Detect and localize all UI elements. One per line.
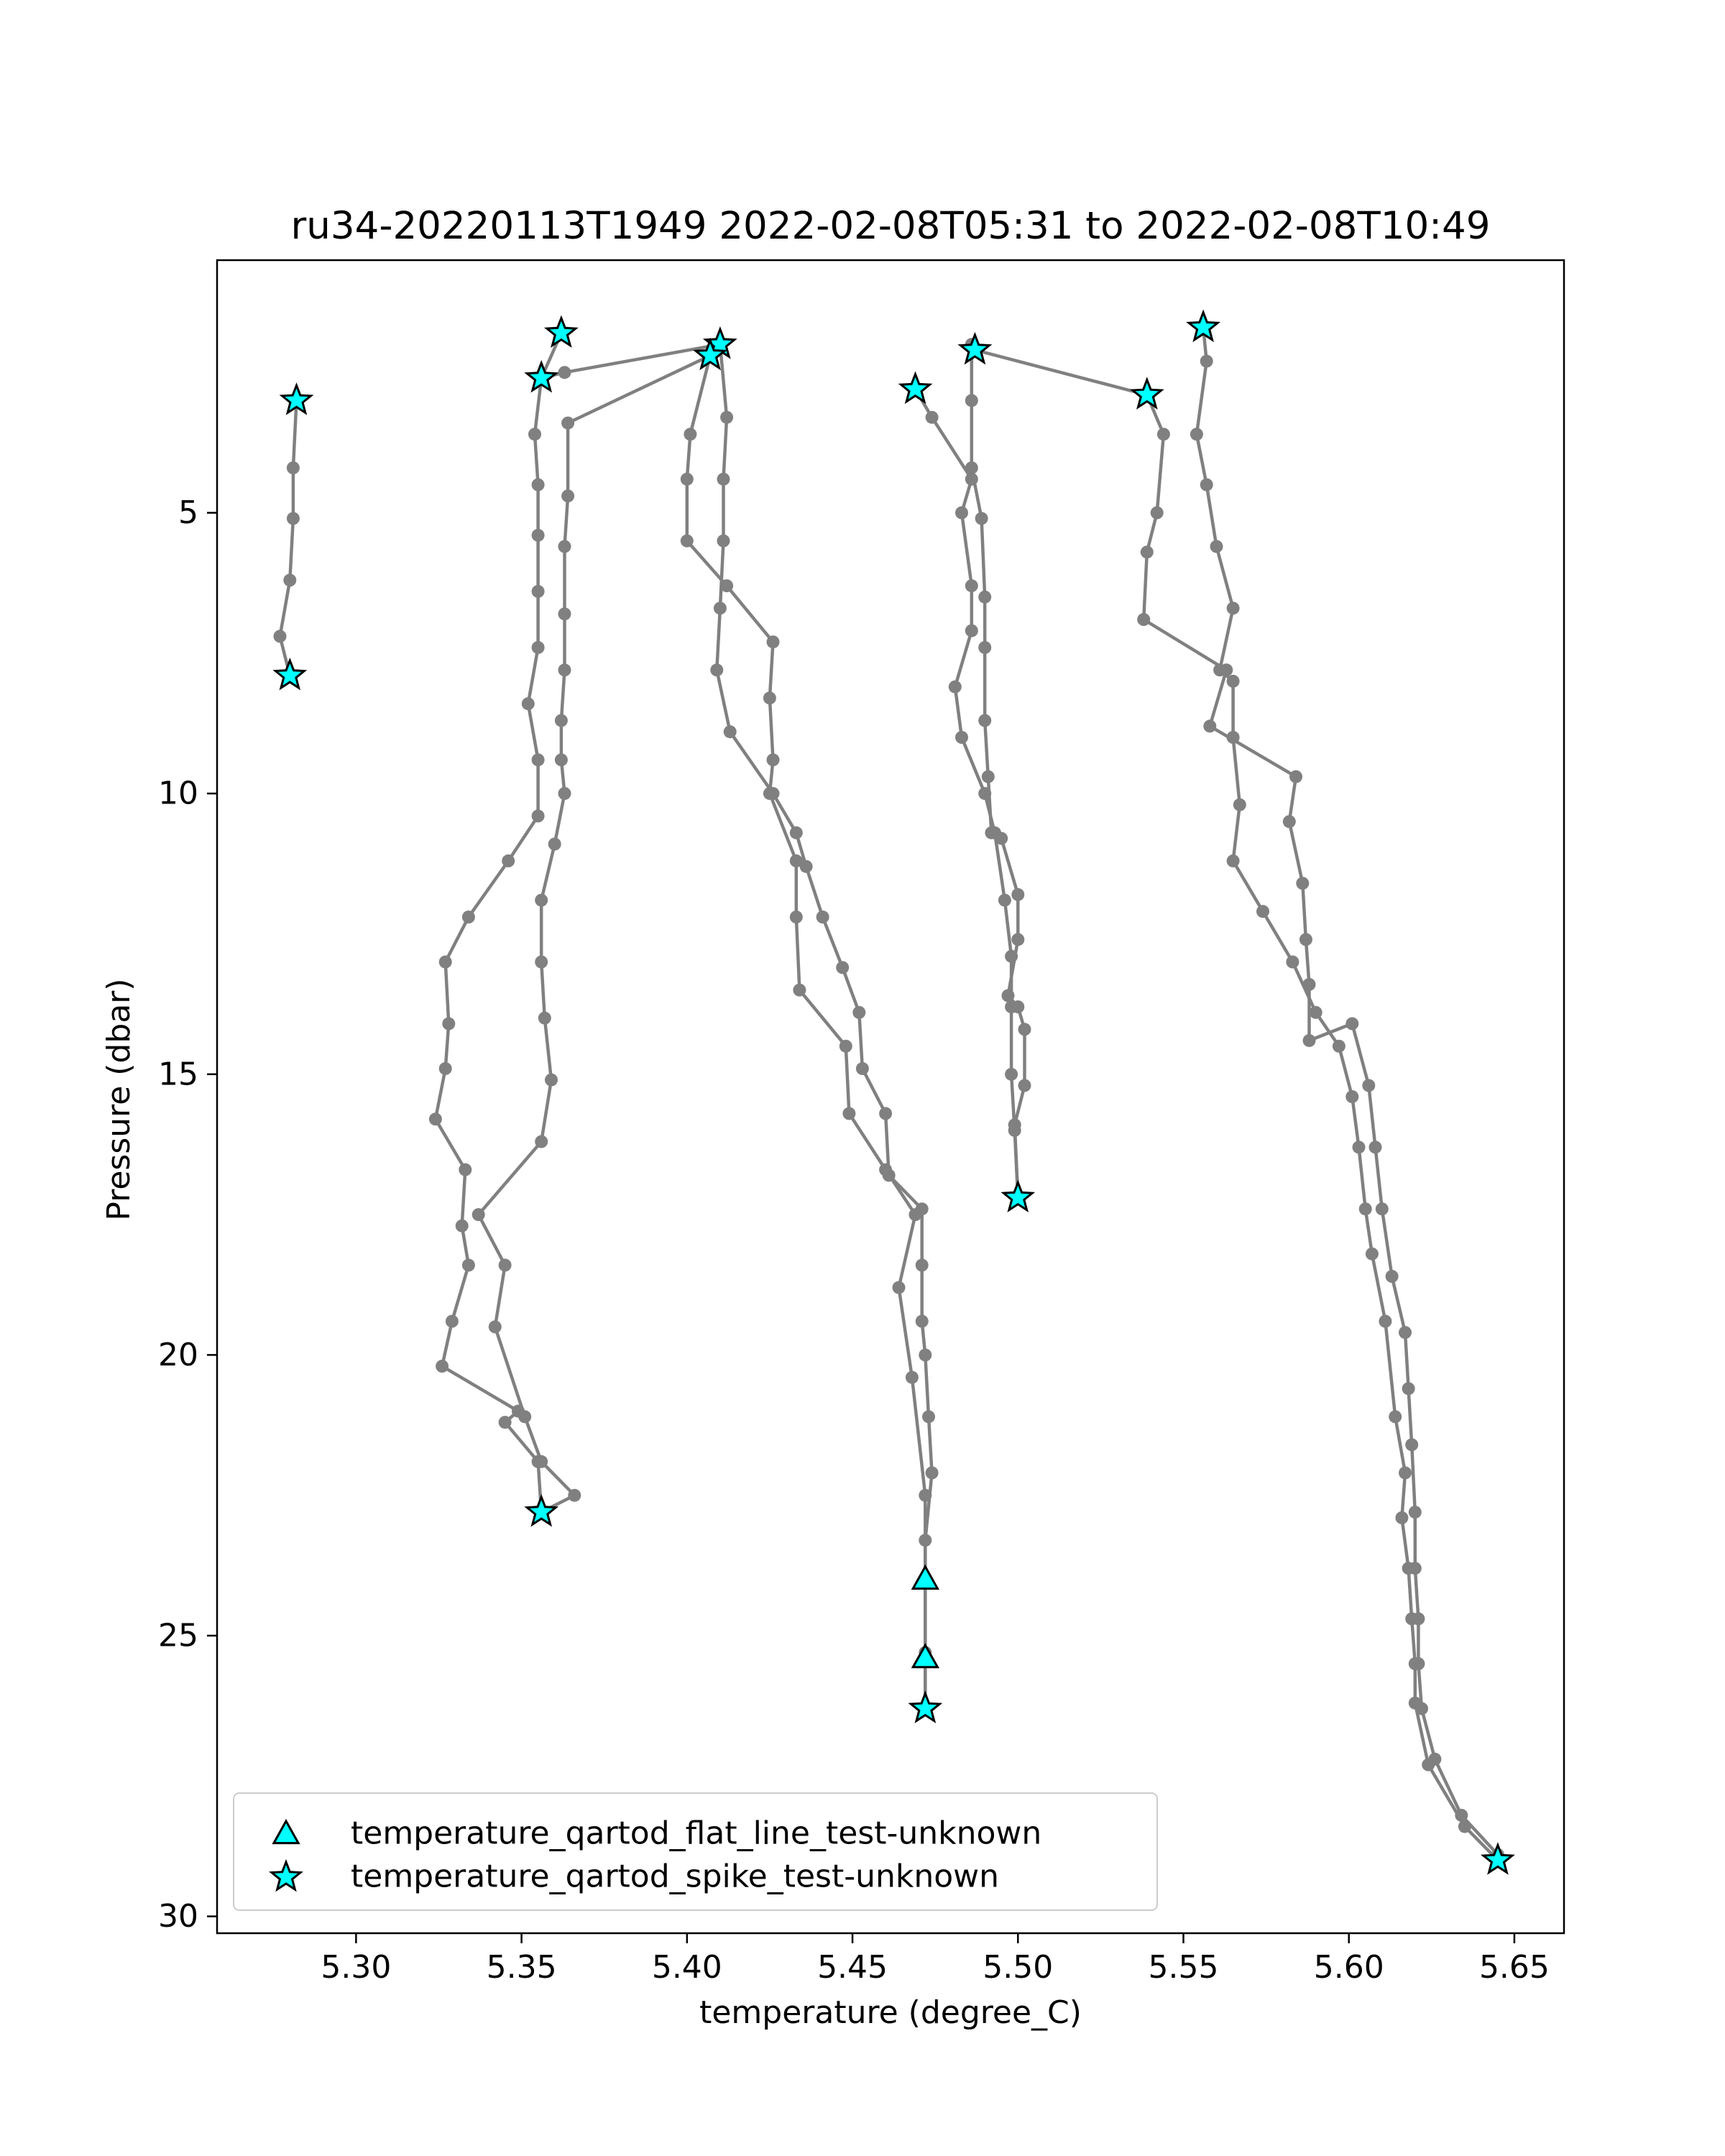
profile-point xyxy=(1362,1079,1375,1092)
profile-point xyxy=(965,625,978,637)
x-tick-label: 5.65 xyxy=(1478,1949,1550,1986)
profile-point xyxy=(436,1360,448,1373)
profile-point xyxy=(1005,1068,1018,1081)
profile-point xyxy=(287,512,300,525)
y-tick-label: 25 xyxy=(158,1617,198,1654)
profile-point xyxy=(1289,770,1302,783)
profile-point xyxy=(883,1169,896,1181)
profile-point xyxy=(1157,428,1170,441)
profile-point xyxy=(558,366,571,379)
profile-point xyxy=(717,473,730,486)
profile-point xyxy=(1399,1466,1412,1479)
profile-point xyxy=(1310,1006,1322,1019)
profile-point xyxy=(790,826,803,839)
profile-point xyxy=(518,1410,531,1423)
profile-point xyxy=(1008,1118,1021,1131)
profile-point xyxy=(538,1012,551,1025)
profile-point xyxy=(714,602,727,614)
profile-point xyxy=(995,832,1008,845)
profile-point xyxy=(535,956,548,969)
profile-point xyxy=(978,591,991,604)
profile-point xyxy=(558,787,571,800)
profile-point xyxy=(842,1107,855,1120)
profile-point xyxy=(555,714,568,727)
profile-point xyxy=(545,1074,558,1087)
x-tick-label: 5.50 xyxy=(983,1949,1054,1986)
profile-point xyxy=(561,417,574,430)
profile-point xyxy=(439,956,452,969)
profile-point xyxy=(283,573,296,586)
profile-point xyxy=(1389,1410,1402,1423)
profile-point xyxy=(919,1534,932,1547)
x-tick-label: 5.30 xyxy=(321,1949,392,1986)
profile-point xyxy=(1359,1202,1372,1215)
profile-point xyxy=(684,428,696,441)
profile-point xyxy=(1286,956,1299,969)
chart-title: ru34-20220113T1949 2022-02-08T05:31 to 2022-02-08T10:49 xyxy=(290,204,1491,248)
x-axis-label: temperature (degree_C) xyxy=(699,1994,1082,2031)
profile-point xyxy=(978,714,991,727)
profile-point xyxy=(535,1135,548,1148)
profile-point xyxy=(1283,815,1296,828)
profile-point xyxy=(916,1315,929,1328)
y-tick-label: 20 xyxy=(158,1336,198,1373)
profile-point xyxy=(1409,1657,1422,1670)
profile-point xyxy=(681,473,694,486)
profile-point xyxy=(489,1320,502,1333)
profile-point xyxy=(1409,1506,1422,1519)
profile-point xyxy=(1386,1270,1399,1283)
profile-point xyxy=(548,838,561,851)
profile-point xyxy=(459,1164,472,1176)
profile-point xyxy=(998,894,1011,907)
profile-point xyxy=(919,1348,932,1361)
profile-point xyxy=(1346,1090,1358,1103)
profile-point xyxy=(926,1466,939,1479)
profile-point xyxy=(1227,675,1240,688)
profile-point xyxy=(852,1006,865,1019)
profile-point xyxy=(429,1112,442,1125)
y-tick-label: 30 xyxy=(158,1898,198,1935)
legend xyxy=(234,1793,1157,1910)
profile-point xyxy=(522,697,535,710)
profile-point xyxy=(879,1107,892,1120)
profile-point xyxy=(1409,1697,1422,1710)
profile-point xyxy=(1376,1202,1389,1215)
profile-point xyxy=(893,1281,906,1294)
profile-point xyxy=(1002,989,1015,1002)
profile-point xyxy=(1405,1438,1418,1451)
profile-point xyxy=(1011,888,1024,901)
profile-point xyxy=(274,630,287,642)
profile-point xyxy=(287,461,300,474)
profile-point xyxy=(916,1202,929,1215)
profile-point xyxy=(1366,1248,1379,1261)
profile-point xyxy=(561,489,574,502)
profile-point xyxy=(499,1416,512,1429)
profile-point xyxy=(532,809,545,822)
x-tick-label: 5.40 xyxy=(651,1949,722,1986)
profile-point xyxy=(499,1258,512,1271)
profile-point xyxy=(965,579,978,592)
profile-point xyxy=(1458,1820,1471,1833)
profile-point xyxy=(1210,540,1223,553)
profile-point xyxy=(1300,933,1312,946)
profile-point xyxy=(528,428,541,441)
profile-point xyxy=(535,1455,548,1468)
profile-point xyxy=(816,911,829,923)
profile-point xyxy=(1203,719,1216,732)
profile-point xyxy=(1151,507,1164,520)
profile-point xyxy=(502,854,515,867)
profile-point xyxy=(793,984,806,997)
profile-point xyxy=(906,1371,919,1384)
profile-point xyxy=(532,529,545,542)
x-tick-label: 5.60 xyxy=(1313,1949,1384,1986)
x-tick-label: 5.45 xyxy=(817,1949,888,1986)
y-axis-label: Pressure (dbar) xyxy=(101,978,137,1221)
y-tick-label: 10 xyxy=(158,775,198,812)
profile-point xyxy=(724,725,737,738)
profile-point xyxy=(1200,355,1213,368)
profile-point xyxy=(763,691,776,704)
profile-point xyxy=(1346,1017,1358,1030)
profile-point xyxy=(1200,479,1213,492)
profile-point xyxy=(535,894,548,907)
profile-point xyxy=(1422,1759,1435,1772)
profile-point xyxy=(836,961,849,974)
y-tick-label: 15 xyxy=(158,1056,198,1093)
profile-point xyxy=(982,770,995,783)
profile-point xyxy=(955,507,968,520)
profile-point xyxy=(955,731,968,744)
profile-point xyxy=(568,1489,581,1502)
profile-point xyxy=(1353,1141,1366,1153)
profile-point xyxy=(767,753,780,766)
profile-point xyxy=(1369,1141,1382,1153)
profile-point xyxy=(767,635,780,648)
profile-point xyxy=(1137,613,1150,626)
profile-point xyxy=(446,1315,459,1328)
profile-point xyxy=(767,787,780,800)
profile-point xyxy=(949,681,962,694)
profile-point xyxy=(1333,1040,1346,1053)
profile-point xyxy=(1303,1034,1316,1047)
profile-point xyxy=(1227,602,1240,614)
profile-point xyxy=(922,1410,935,1423)
profile-point xyxy=(978,641,991,654)
profile-point xyxy=(532,753,545,766)
profile-point xyxy=(926,411,939,424)
profile-point xyxy=(558,540,571,553)
profile-point xyxy=(1213,663,1226,676)
profile-point xyxy=(442,1017,455,1030)
profile-point xyxy=(1227,854,1240,867)
profile-point xyxy=(532,641,545,654)
x-tick-label: 5.35 xyxy=(486,1949,557,1986)
profile-point xyxy=(1399,1326,1412,1339)
profile-point xyxy=(462,1258,475,1271)
profile-point xyxy=(856,1062,869,1075)
profile-point xyxy=(1296,877,1309,890)
profile-point xyxy=(975,512,988,525)
profile-point xyxy=(558,607,571,620)
profile-point xyxy=(1233,798,1246,811)
profile-point xyxy=(1402,1382,1415,1395)
profile-point xyxy=(532,585,545,598)
profile-point xyxy=(840,1040,852,1053)
profile-point xyxy=(916,1258,929,1271)
profile-point xyxy=(1402,1562,1415,1575)
profile-point xyxy=(1379,1315,1392,1328)
profile-point xyxy=(532,479,545,492)
profile-point xyxy=(710,663,723,676)
profile-point xyxy=(472,1208,485,1221)
x-tick-label: 5.55 xyxy=(1148,1949,1219,1986)
profile-point xyxy=(1018,1023,1031,1036)
profile-point xyxy=(681,535,694,548)
profile-point xyxy=(1190,428,1203,441)
profile-point xyxy=(558,663,571,676)
profile-point xyxy=(1227,731,1240,744)
profile-point xyxy=(800,860,813,873)
profile-point xyxy=(1011,1000,1024,1013)
profile-point xyxy=(555,753,568,766)
profile-point xyxy=(1011,933,1024,946)
profile-point xyxy=(1256,905,1269,918)
profile-point xyxy=(1395,1511,1408,1524)
profile-point xyxy=(439,1062,452,1075)
profile-point xyxy=(1018,1079,1031,1092)
profile-point xyxy=(965,461,978,474)
y-tick-label: 5 xyxy=(178,494,198,532)
profile-point xyxy=(462,911,475,923)
legend-label-spike: temperature_qartod_spike_test-unknown xyxy=(351,1858,1000,1895)
profile-point xyxy=(1405,1613,1418,1626)
profile-point xyxy=(720,411,733,424)
profile-point xyxy=(790,911,803,923)
legend-label-flat-line: temperature_qartod_flat_line_test-unknown xyxy=(351,1815,1042,1852)
profile-point xyxy=(456,1220,469,1233)
profile-point xyxy=(717,535,730,548)
profile-point xyxy=(1141,545,1154,558)
profile-point xyxy=(965,394,978,407)
